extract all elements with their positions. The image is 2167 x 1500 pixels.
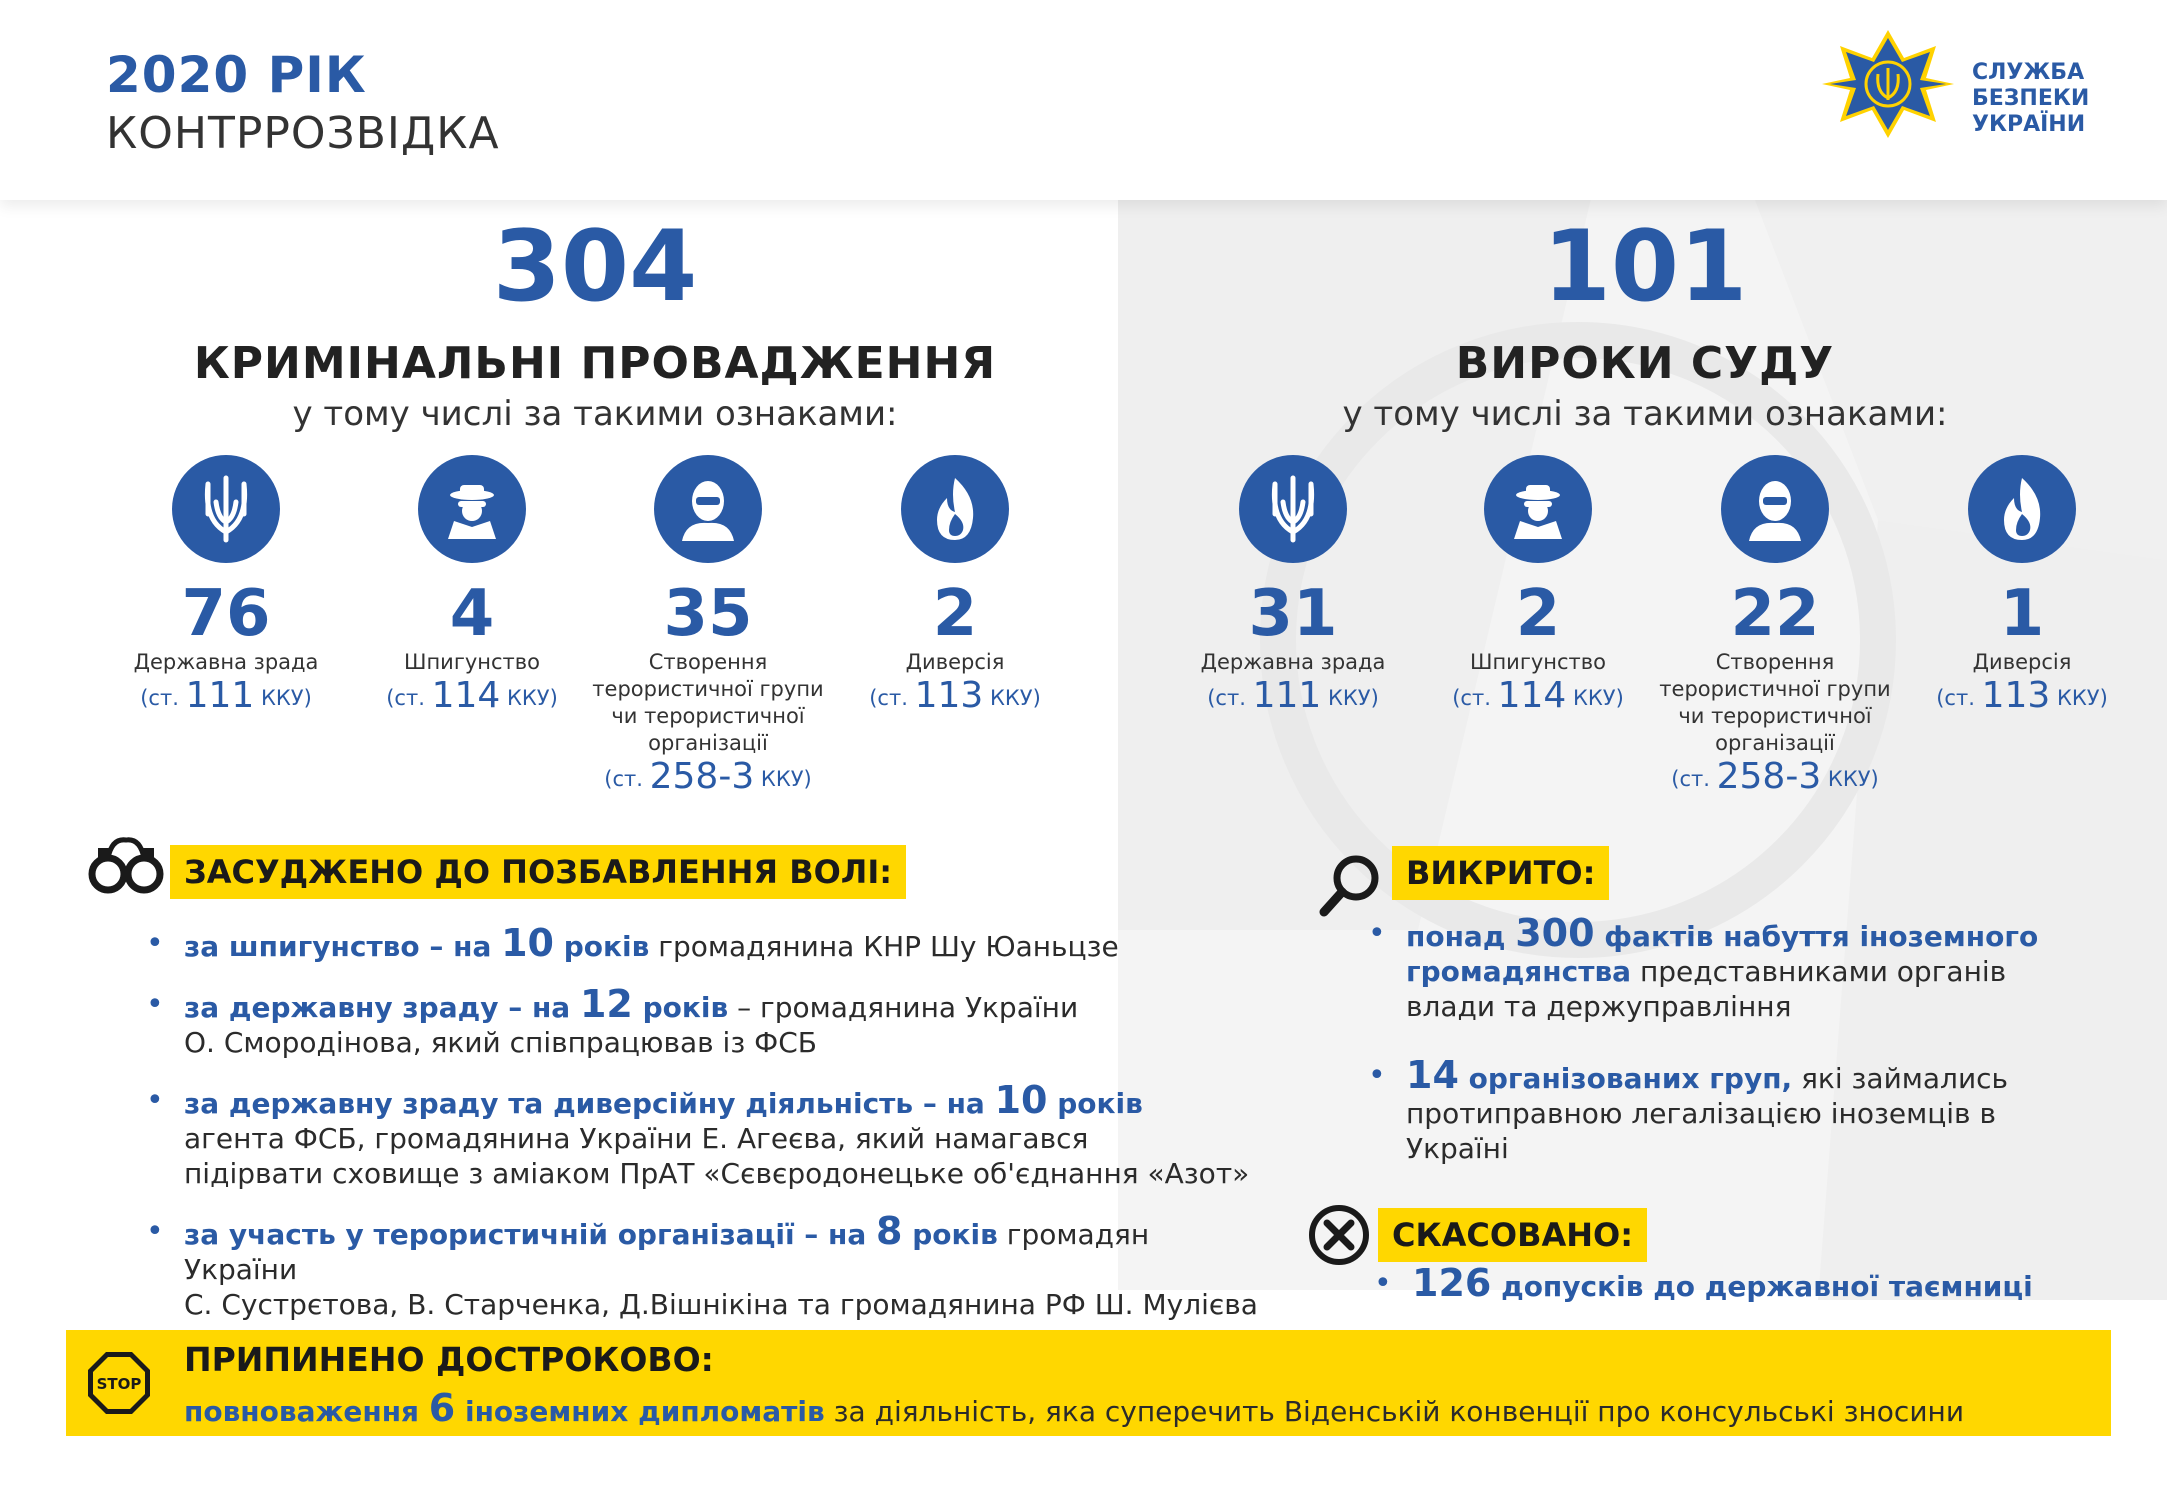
sentenced-item: • за шпигунство – на 10 років громадянина КНР Шу Юаньцзе bbox=[146, 926, 1266, 964]
category-article: (ст. 114 ККУ) bbox=[1452, 675, 1624, 716]
cancelled-item: • 126 допусків до державної таємниці bbox=[1374, 1266, 2094, 1304]
stopped-banner bbox=[66, 1330, 2111, 1436]
category-treason-right bbox=[1163, 455, 1423, 718]
category-sabotage-left bbox=[825, 455, 1085, 718]
fire-icon bbox=[1968, 455, 2076, 563]
page-year: 2020 РІК bbox=[106, 46, 367, 104]
stop-sign-label: STOP bbox=[96, 1375, 142, 1393]
terrorist-icon bbox=[654, 455, 762, 563]
category-count: 2 bbox=[1515, 577, 1561, 651]
court-verdicts-section bbox=[1150, 212, 2140, 436]
category-count: 4 bbox=[449, 577, 495, 651]
category-article: (ст. 258-3 ККУ) bbox=[1671, 756, 1879, 797]
stop-sign-icon bbox=[86, 1350, 152, 1416]
category-espionage-right bbox=[1408, 455, 1668, 718]
category-article: (ст. 113 ККУ) bbox=[1936, 675, 2108, 716]
category-terrorism-left bbox=[578, 455, 838, 799]
category-article: (ст. 113 ККУ) bbox=[869, 675, 1041, 716]
criminal-cases-section bbox=[100, 212, 1090, 436]
criminal-cases-subtitle: у тому числі за такими ознаками: bbox=[292, 394, 898, 434]
sentenced-list bbox=[146, 921, 1266, 1345]
sentenced-title: ЗАСУДЖЕНО ДО ПОЗБАВЛЕННЯ ВОЛІ: bbox=[170, 845, 906, 899]
sbu-logo-line2: БЕЗПЕКИ bbox=[1972, 86, 2090, 111]
fire-icon bbox=[901, 455, 1009, 563]
category-count: 1 bbox=[1999, 577, 2045, 651]
sentenced-item: • за державну зраду – на 12 років – громадянина України О. Смородінова, який співпрацював із ФСБ bbox=[146, 987, 1266, 1060]
sbu-logo bbox=[1820, 28, 2120, 140]
court-verdicts-title: ВИРОКИ СУДУ bbox=[1455, 338, 1835, 389]
trident-icon bbox=[1239, 455, 1347, 563]
exposed-item: • понад 300 фактів набуття іноземного громадянства представниками органів влади та держуправління bbox=[1368, 916, 2088, 1024]
category-label: Шпигунство bbox=[403, 650, 541, 674]
exposed-title: ВИКРИТО: bbox=[1392, 846, 1609, 900]
category-count: 31 bbox=[1248, 577, 1338, 651]
header bbox=[0, 0, 2167, 200]
cancelled-list bbox=[1374, 1261, 2094, 1327]
criminal-cases-number: 304 bbox=[492, 210, 698, 324]
category-count: 35 bbox=[663, 577, 753, 651]
spy-icon bbox=[1484, 455, 1592, 563]
criminal-cases-title: КРИМІНАЛЬНІ ПРОВАДЖЕННЯ bbox=[193, 338, 997, 389]
court-verdicts-subtitle: у тому числі за такими ознаками: bbox=[1342, 394, 1948, 434]
sentenced-item: • за участь у терористичній організації – на 8 років громадян України С. Сустрєтова, В. Старченка, Д.Вішнікіна та громадянина РФ Ш. Мулієва bbox=[146, 1214, 1266, 1322]
category-article: (ст. 114 ККУ) bbox=[386, 675, 558, 716]
sbu-emblem-icon bbox=[1820, 28, 1956, 140]
category-article: (ст. 258-3 ККУ) bbox=[604, 756, 812, 797]
magnifier-icon bbox=[1318, 852, 1384, 918]
category-label: Шпигунство bbox=[1469, 650, 1607, 674]
category-label: Створення терористичної групи чи терористичної організації bbox=[592, 650, 824, 755]
category-label: Державна зрада bbox=[133, 650, 319, 674]
terrorist-icon bbox=[1721, 455, 1829, 563]
court-verdicts-number: 101 bbox=[1542, 210, 1748, 324]
category-espionage-left bbox=[342, 455, 602, 718]
category-sabotage-right bbox=[1892, 455, 2152, 718]
cross-circle-icon bbox=[1306, 1202, 1372, 1268]
handcuffs-icon bbox=[88, 830, 164, 900]
trident-icon bbox=[172, 455, 280, 563]
category-article: (ст. 111 ККУ) bbox=[140, 675, 312, 716]
category-label: Диверсія bbox=[905, 650, 1005, 674]
category-label: Диверсія bbox=[1972, 650, 2072, 674]
page-subtitle: КОНТРРОЗВІДКА bbox=[106, 108, 500, 159]
exposed-item: • 14 організованих груп, які займались протиправною легалізацією іноземців в Україні bbox=[1368, 1058, 2088, 1166]
category-label: Державна зрада bbox=[1200, 650, 1386, 674]
category-count: 76 bbox=[181, 577, 271, 651]
sbu-logo-line1: СЛУЖБА bbox=[1972, 60, 2085, 85]
cancelled-title: СКАСОВАНО: bbox=[1378, 1208, 1647, 1262]
category-label: Створення терористичної групи чи терористичної організації bbox=[1659, 650, 1891, 755]
sbu-logo-text bbox=[1972, 60, 2089, 138]
exposed-list bbox=[1368, 911, 2088, 1189]
sbu-logo-line3: УКРАЇНИ bbox=[1972, 112, 2086, 137]
category-treason-left bbox=[96, 455, 356, 718]
stopped-text: повноваження 6 іноземних дипломатів за діяльність, яка суперечить Віденській конвенції про консульські зносини bbox=[184, 1386, 1965, 1430]
spy-icon bbox=[418, 455, 526, 563]
category-count: 22 bbox=[1730, 577, 1820, 651]
stopped-title: ПРИПИНЕНО ДОСТРОКОВО: bbox=[184, 1340, 714, 1379]
category-count: 2 bbox=[932, 577, 978, 651]
category-article: (ст. 111 ККУ) bbox=[1207, 675, 1379, 716]
sentenced-item: • за державну зраду та диверсійну діяльність – на 10 років агента ФСБ, громадянина України Е. Агеєва, який намагався підірвати сховище з аміаком ПрАТ «Сєвєродонецьке об'єднання «Азот» bbox=[146, 1083, 1266, 1191]
category-terrorism-right bbox=[1645, 455, 1905, 799]
